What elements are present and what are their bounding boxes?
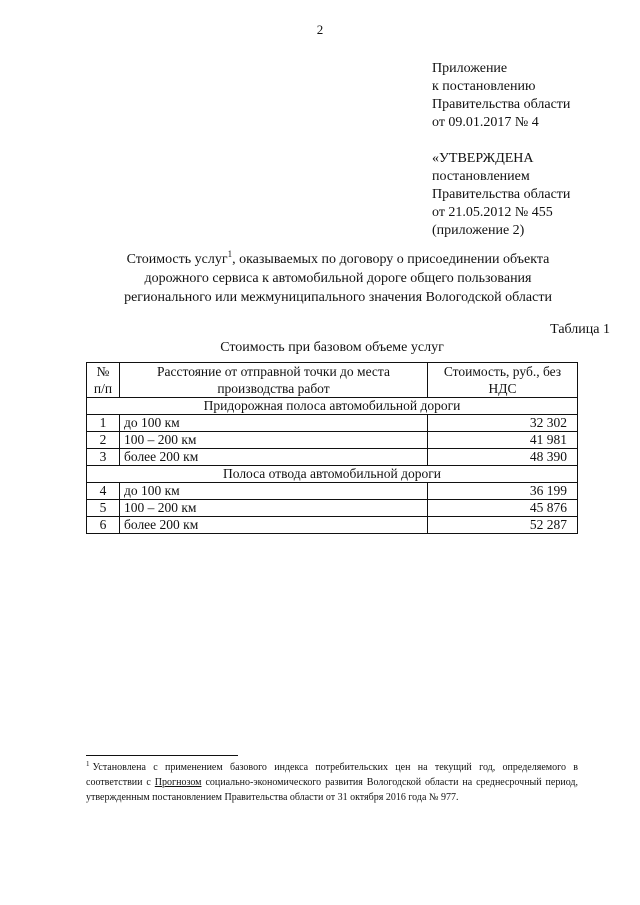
title-line-1 bbox=[96, 250, 580, 269]
row-distance: 100 – 200 км bbox=[120, 500, 428, 517]
header-cost-line: Стоимость, руб., без bbox=[443, 364, 562, 379]
row-num: 3 bbox=[87, 449, 120, 466]
header-num bbox=[87, 363, 120, 398]
appendix-line: от 09.01.2017 № 4 bbox=[432, 115, 539, 130]
table-row bbox=[87, 432, 578, 449]
row-cost: 48 390 bbox=[428, 449, 578, 466]
table-row bbox=[87, 415, 578, 432]
row-num: 1 bbox=[87, 415, 120, 432]
row-cost: 36 199 bbox=[428, 483, 578, 500]
row-cost: 45 876 bbox=[428, 500, 578, 517]
title-line-3: регионального или межмуниципального значения Вологодской области bbox=[124, 290, 552, 305]
table-header-row bbox=[87, 363, 578, 398]
header-distance bbox=[120, 363, 428, 398]
header-cost-line: НДС bbox=[488, 381, 517, 396]
table-caption: Стоимость при базовом объеме услуг bbox=[220, 340, 444, 355]
footnote-mark: 1 bbox=[86, 760, 90, 768]
title-rest: , оказываемых по договору о присоединении объекта bbox=[232, 252, 550, 267]
approval-line: «УТВЕРЖДЕНА bbox=[432, 151, 534, 166]
row-distance: до 100 км bbox=[120, 415, 428, 432]
appendix-block bbox=[432, 60, 570, 132]
section-title: Придорожная полоса автомобильной дороги bbox=[87, 398, 578, 415]
approval-line: постановлением bbox=[432, 169, 530, 184]
section-row bbox=[87, 466, 578, 483]
table-row bbox=[87, 500, 578, 517]
row-num: 2 bbox=[87, 432, 120, 449]
row-num: 6 bbox=[87, 517, 120, 534]
title-start: Стоимость услуг bbox=[126, 252, 228, 267]
footnote bbox=[86, 760, 578, 805]
row-num: 5 bbox=[87, 500, 120, 517]
section-title: Полоса отвода автомобильной дороги bbox=[87, 466, 578, 483]
appendix-line: Приложение bbox=[432, 61, 508, 76]
approval-line: Правительства области bbox=[432, 187, 571, 202]
header-distance-line: Расстояние от отправной точки до места bbox=[157, 364, 390, 379]
row-cost: 52 287 bbox=[428, 517, 578, 534]
page-number: 2 bbox=[316, 22, 324, 37]
appendix-line: Правительства области bbox=[432, 97, 571, 112]
table-row bbox=[87, 449, 578, 466]
title-line-2: дорожного сервиса к автомобильной дороге общего пользования bbox=[144, 271, 532, 286]
footnote-link[interactable]: Прогнозом bbox=[154, 777, 202, 788]
row-cost: 32 302 bbox=[428, 415, 578, 432]
document-title bbox=[96, 250, 580, 307]
header-cost bbox=[428, 363, 578, 398]
table-row bbox=[87, 517, 578, 534]
row-distance: до 100 км bbox=[120, 483, 428, 500]
approval-block bbox=[432, 150, 570, 240]
table-row bbox=[87, 483, 578, 500]
footnote-text-a: Установлена с применением базового индекса потребительских цен на текущий год, определяемого в соответствии с bbox=[86, 762, 578, 788]
header-distance-line: производства работ bbox=[217, 381, 330, 396]
row-distance: более 200 км bbox=[120, 517, 428, 534]
approval-line: (приложение 2) bbox=[432, 223, 525, 238]
footnote-separator bbox=[86, 755, 238, 756]
row-distance: более 200 км bbox=[120, 449, 428, 466]
cost-table bbox=[86, 362, 578, 534]
header-num-line: п/п bbox=[93, 381, 113, 396]
row-num: 4 bbox=[87, 483, 120, 500]
section-row bbox=[87, 398, 578, 415]
appendix-line: к постановлению bbox=[432, 79, 536, 94]
title-footnote-mark: 1 bbox=[227, 249, 233, 259]
footnote-text-b: социально-экономического развития Вологодской области на среднесрочный период, утвержденным постановлением Правительства области от 31 октября 2016 года № 977. bbox=[86, 777, 578, 803]
header-num-line: № bbox=[96, 364, 110, 379]
row-distance: 100 – 200 км bbox=[120, 432, 428, 449]
table-label: Таблица 1 bbox=[550, 322, 610, 337]
approval-line: от 21.05.2012 № 455 bbox=[432, 205, 553, 220]
row-cost: 41 981 bbox=[428, 432, 578, 449]
